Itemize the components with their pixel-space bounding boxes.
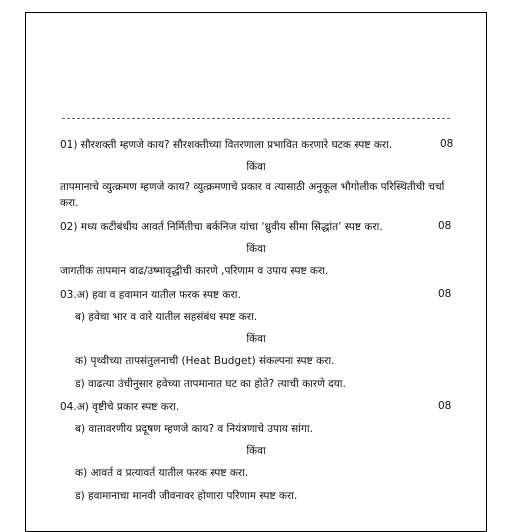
question-1-marks: 08 xyxy=(440,138,454,150)
or-divider-2: किंवा xyxy=(246,243,266,255)
question-1: 01) सौरशक्ती म्हणजे काय? सौरशक्तीच्या वितरणाला प्रभावित करणारे घटक स्पष्ट करा. xyxy=(60,139,393,151)
or-divider-1: किंवा xyxy=(246,161,266,173)
question-4c: क) आवर्त व प्रत्यावर्त यातील फरक स्पष्ट करा. xyxy=(75,467,249,479)
question-3b: ब) हवेचा भार व वारे यातील सहसंबंध स्पष्ट करा. xyxy=(75,311,258,323)
question-2-marks: 08 xyxy=(438,220,452,232)
or-divider-4: किंवा xyxy=(246,445,266,457)
question-3-marks: 08 xyxy=(438,288,452,300)
question-2: 02) मध्य कटीबंधीय आवर्त निर्मितीचा बर्कनिज यांचा ‘ध्रुवीय सीमा सिद्धांत’ स्पष्ट करा. xyxy=(60,221,383,233)
or-divider-3: किंवा xyxy=(246,333,266,345)
question-4d: ड) हवामानाचा मानवी जीवनावर होणारा परिणाम स्पष्ट करा. xyxy=(75,490,298,502)
question-1-alternative: तापमानाचे व्युत्क्रमण म्हणजे काय? व्युत्क्रमणाचे प्रकार व त्यासाठी अनुकूल भौगोलीक परिस्थितीची चर्चा करा. xyxy=(60,181,445,209)
question-4-marks: 08 xyxy=(438,400,452,412)
question-3c: क) पृथ्वीच्या तापसंतुलनाची (Heat Budget) संकल्पना स्पष्ट करा. xyxy=(75,355,335,367)
question-3d: ड) वाढत्या उंचीनुसार हवेच्या तापमानात घट का होते? त्याची कारणे दया. xyxy=(75,378,346,390)
question-3a: 03.अ) हवा व हवामान यातील फरक स्पष्ट करा. xyxy=(60,289,241,301)
separator-line xyxy=(62,118,450,119)
question-2-alternative: जागतीक तापमान वाढ/उष्मावृद्धीची कारणे ,परिणाम व उपाय स्पष्ट करा. xyxy=(60,265,329,277)
question-4b: ब) वातावरणीय प्रदूषण म्हणजे काय? व नियंत्रणाचे उपाय सांगा. xyxy=(75,423,313,435)
question-4a: 04.अ) वृष्टीचे प्रकार स्पष्ट करा. xyxy=(60,401,180,413)
